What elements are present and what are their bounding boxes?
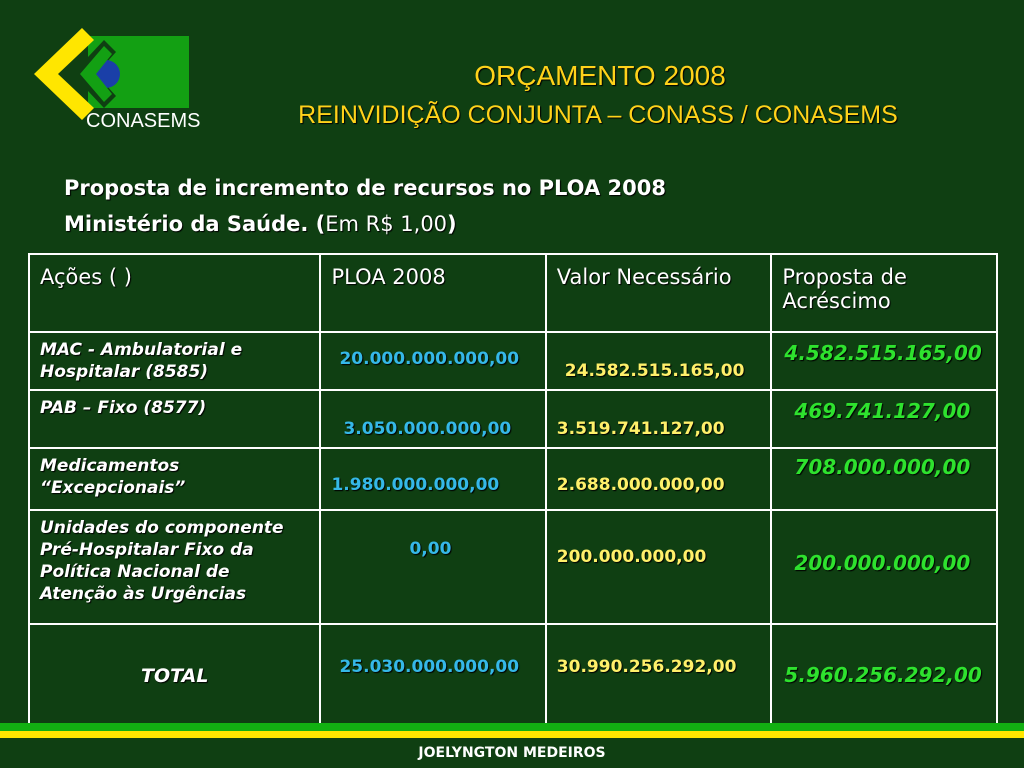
page-subtitle: REINVIDIÇÃO CONJUNTA – CONASS / CONASEMS [298, 101, 898, 129]
header-acoes: Ações ( ) [29, 254, 320, 332]
total-necessario-value: 30.990.256.292,00 [556, 657, 737, 677]
intro-line-2-prefix: Ministério da Saúde. ( [64, 212, 326, 236]
row-acao-total: TOTAL [141, 665, 209, 687]
intro-line-2 [64, 212, 457, 236]
table-row [29, 332, 997, 390]
total-proposta-value: 5.960.256.292,00 [784, 663, 982, 687]
logo-text: CONASEMS [86, 110, 201, 132]
row-necessario-value: 200.000.000,00 [556, 547, 707, 567]
budget-table [28, 253, 998, 725]
footer-stripe-green [0, 723, 1024, 731]
intro-unit: Em R$ 1,00 [325, 212, 448, 236]
header-proposta: Proposta de Acréscimo [771, 254, 997, 332]
row-acao: PAB – Fixo (8577) [40, 398, 207, 418]
row-ploa-value: 20.000.000.000,00 [339, 349, 520, 369]
row-necessario-value: 2.688.000.000,00 [556, 475, 725, 495]
row-ploa-value: 0,00 [409, 539, 452, 559]
intro-line-2-suffix: ) [447, 212, 457, 236]
table-row [29, 510, 997, 624]
table-header-row [29, 254, 997, 332]
row-proposta-value: 200.000.000,00 [794, 551, 971, 575]
row-ploa-value: 3.050.000.000,00 [343, 419, 512, 439]
row-necessario-value: 3.519.741.127,00 [556, 419, 725, 439]
table-row [29, 390, 997, 448]
footer-author: JOELYNGTON MEDEIROS [418, 745, 606, 761]
intro-line-1: Proposta de incremento de recursos no PLOA 2008 [64, 176, 666, 200]
row-necessario-value: 24.582.515.165,00 [564, 361, 745, 381]
page-title: ORÇAMENTO 2008 [474, 60, 726, 91]
header-ploa: PLOA 2008 [320, 254, 545, 332]
table-row-total [29, 624, 997, 724]
row-proposta-value: 469.741.127,00 [794, 399, 971, 423]
total-ploa-value: 25.030.000.000,00 [339, 657, 520, 677]
row-proposta-value: 4.582.515.165,00 [784, 341, 982, 365]
row-ploa-value: 1.980.000.000,00 [331, 475, 500, 495]
table-row [29, 448, 997, 510]
header-valor-necessario: Valor Necessário [546, 254, 772, 332]
row-acao: Medicamentos “Excepcionais” [40, 456, 186, 498]
row-acao: MAC - Ambulatorial e Hospitalar (8585) [40, 340, 243, 382]
row-acao: Unidades do componente Pré-Hospitalar Fixo da Política Nacional de Atenção às Urgências [40, 518, 284, 604]
footer-stripe-yellow [0, 731, 1024, 738]
row-proposta-value: 708.000.000,00 [794, 455, 971, 479]
